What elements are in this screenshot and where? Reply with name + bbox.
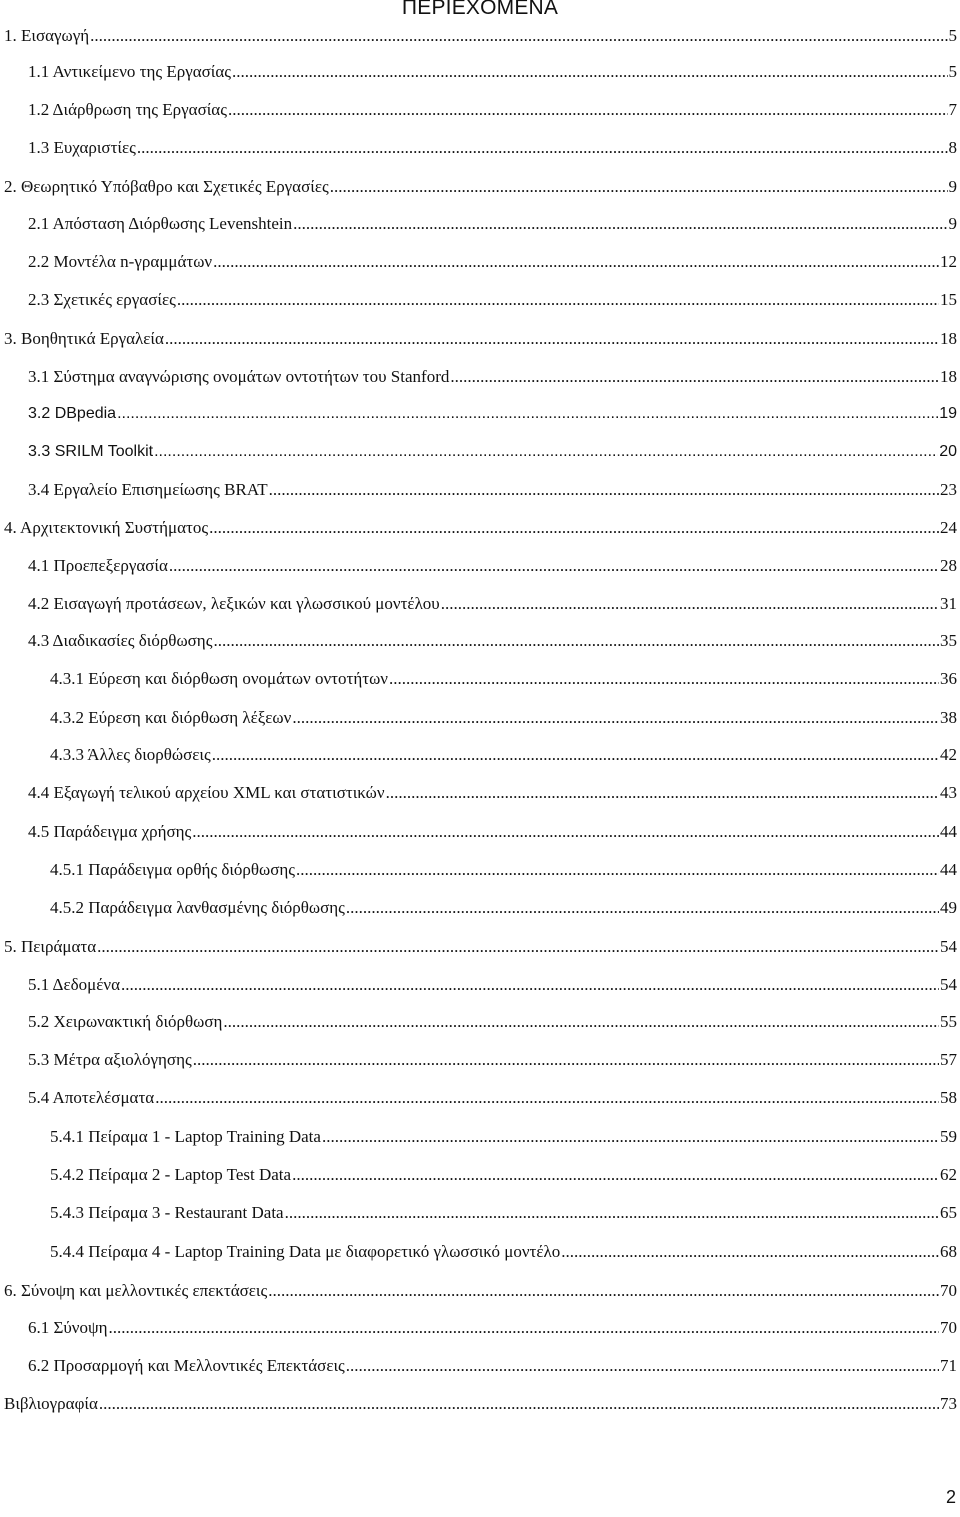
toc-leader-dots [209, 516, 939, 540]
toc-entry-page: 70 [940, 1281, 957, 1300]
toc-entry[interactable] [28, 60, 957, 84]
toc-entry-page: 43 [940, 783, 957, 802]
toc-entry-title: 5.4 Αποτελέσματα [28, 1088, 155, 1107]
toc-entry[interactable] [50, 1201, 957, 1225]
toc-leader-dots [232, 60, 947, 84]
toc-entry-title: 1.2 Διάρθρωση της Εργασίας [28, 100, 227, 119]
toc-entry[interactable] [28, 136, 957, 160]
toc-entry-page: 55 [940, 1012, 957, 1031]
toc-entry[interactable] [28, 820, 957, 844]
toc-entry[interactable] [28, 781, 957, 805]
toc-leader-dots [213, 629, 939, 653]
toc-entry-page: 68 [940, 1242, 957, 1261]
toc-entry-title: 4.5 Παράδειγμα χρήσης [28, 822, 192, 841]
toc-entry-page: 24 [940, 518, 957, 537]
toc-entry-page: 18 [940, 367, 957, 386]
toc-entry-page: 23 [940, 480, 957, 499]
toc-entry-title: 5.2 Χειρωνακτική διόρθωση [28, 1012, 223, 1031]
toc-entry[interactable] [28, 554, 957, 578]
toc-entry-page: 42 [940, 745, 957, 764]
toc-entry-title: Βιβλιογραφία [4, 1394, 98, 1413]
toc-entry-title: 4.3.2 Εύρεση και διόρθωση λέξεων [50, 708, 292, 727]
toc-entry-page: 8 [948, 138, 957, 157]
toc-entry-page: 7 [948, 100, 957, 119]
toc-entry-title: 4.3 Διαδικασίες διόρθωσης [28, 631, 213, 650]
toc-entry-title: 4.3.3 Άλλες διορθώσεις [50, 745, 211, 764]
toc-entry-page: 28 [940, 556, 957, 575]
toc-entry-page: 54 [940, 937, 957, 956]
toc-entry-title: 4.5.2 Παράδειγμα λανθασμένης διόρθωσης [50, 898, 345, 917]
toc-entry-title: 1.3 Ευχαριστίες [28, 138, 136, 157]
toc-entry-title: 5.3 Μέτρα αξιολόγησης [28, 1050, 192, 1069]
toc-entry-title: 3.3 SRILM Toolkit [28, 443, 154, 460]
toc-entry-page: 57 [940, 1050, 957, 1069]
toc-entry-page: 35 [940, 631, 957, 650]
toc-entry[interactable] [50, 706, 957, 730]
toc-entry[interactable] [28, 212, 957, 236]
toc-entry[interactable] [50, 1125, 957, 1149]
toc-entry-title: 4. Αρχιτεκτονική Συστήματος [4, 518, 209, 537]
toc-leader-dots [561, 1240, 939, 1264]
toc-entry-page: 44 [940, 822, 957, 841]
toc-entry[interactable] [50, 858, 957, 882]
toc-entry-title: 3.4 Εργαλείο Επισημείωσης BRAT [28, 480, 268, 499]
toc-entry[interactable] [50, 743, 957, 767]
toc-entry-page: 59 [940, 1127, 957, 1146]
toc-entry-page: 18 [940, 329, 957, 348]
toc-leader-dots [193, 1048, 939, 1072]
toc-entry[interactable] [50, 667, 957, 691]
toc-entry-title: 4.3.1 Εύρεση και διόρθωση ονομάτων οντοτήτων [50, 669, 388, 688]
toc-leader-dots [154, 440, 938, 464]
toc-entry[interactable] [28, 1354, 957, 1378]
toc-entry-page: 12 [940, 252, 957, 271]
toc-entry[interactable] [28, 1316, 957, 1340]
toc-entry-title: 3.1 Σύστημα αναγνώρισης ονομάτων οντοτήτων του Stanford [28, 367, 450, 386]
toc-leader-dots [212, 743, 939, 767]
toc-entry-title: 5.4.4 Πείραμα 4 - Laptop Training Data με διαφορετικό γλωσσικό μοντέλο [50, 1242, 561, 1261]
toc-entry-title: 5.1 Δεδομένα [28, 975, 120, 994]
toc-leader-dots [296, 858, 939, 882]
toc-entry-page: 70 [940, 1318, 957, 1337]
toc-entry-page: 36 [940, 669, 957, 688]
toc-leader-dots [97, 935, 939, 959]
toc-entry[interactable] [28, 98, 957, 122]
toc-entry-page: 19 [939, 405, 957, 422]
toc-entry[interactable] [28, 288, 957, 312]
toc-leader-dots [169, 554, 939, 578]
toc-entry[interactable] [28, 365, 957, 389]
toc-leader-dots [121, 973, 939, 997]
toc-entry[interactable] [28, 973, 957, 997]
toc-entry-title: 5.4.1 Πείραμα 1 - Laptop Training Data [50, 1127, 321, 1146]
toc-entry[interactable] [50, 1240, 957, 1264]
page-number: 2 [945, 1487, 956, 1507]
toc-entry[interactable] [28, 478, 957, 502]
toc-entry-page: 15 [940, 290, 957, 309]
toc-entry-title: 3.2 DBpedia [28, 405, 117, 422]
toc-leader-dots [389, 667, 939, 691]
toc-entry-title: 4.1 Προεπεξεργασία [28, 556, 168, 575]
toc-leader-dots [346, 1354, 939, 1378]
toc-entry[interactable] [28, 1010, 957, 1034]
toc-entry-page: 31 [940, 594, 957, 613]
toc-entry[interactable] [4, 1279, 957, 1303]
toc-entry-page: 38 [940, 708, 957, 727]
toc-leader-dots [292, 1163, 939, 1187]
toc-entry-title: 2.1 Απόσταση Διόρθωσης Levenshtein [28, 214, 293, 233]
toc-entry-title: 1.1 Αντικείμενο της Εργασίας [28, 62, 232, 81]
toc-entry[interactable] [28, 1048, 957, 1072]
toc-entry-title: 5.4.3 Πείραμα 3 - Restaurant Data [50, 1203, 284, 1222]
toc-entry[interactable] [28, 402, 957, 426]
toc-entry-page: 73 [940, 1394, 957, 1413]
toc-entry[interactable] [4, 935, 957, 959]
toc-leader-dots [117, 402, 938, 426]
toc-entry-title: 5. Πειράματα [4, 937, 97, 956]
page-title: ΠΕΡΙΕΧΟΜΕΝΑ [401, 0, 559, 19]
toc-leader-dots [165, 327, 939, 351]
toc-entry-title: 4.5.1 Παράδειγμα ορθής διόρθωσης [50, 860, 296, 879]
toc-leader-dots [346, 896, 939, 920]
toc-entry[interactable] [50, 896, 957, 920]
toc-entry[interactable] [28, 440, 957, 464]
toc-leader-dots [285, 1201, 939, 1225]
toc-entry-title: 2.3 Σχετικές εργασίες [28, 290, 176, 309]
toc-entry-title: 3. Βοηθητικά Εργαλεία [4, 329, 164, 348]
toc-leader-dots [213, 250, 939, 274]
toc-entry-title: 4.4 Εξαγωγή τελικού αρχείου XML και στατιστικών [28, 783, 385, 802]
toc-entry[interactable] [28, 592, 957, 616]
toc-entry-page: 49 [940, 898, 957, 917]
toc-entry-title: 2.2 Μοντέλα n-γραμμάτων [28, 252, 213, 271]
toc-entry-page: 58 [940, 1088, 957, 1107]
toc-leader-dots [322, 1125, 939, 1149]
toc-entry-page: 20 [939, 443, 957, 460]
toc-leader-dots [90, 24, 947, 48]
toc-entry[interactable] [4, 327, 957, 351]
toc-entry-page: 9 [948, 214, 957, 233]
toc-leader-dots [99, 1392, 939, 1416]
toc-entry-title: 1. Εισαγωγή [4, 26, 90, 45]
toc-entry[interactable] [28, 629, 957, 653]
toc-entry[interactable] [50, 1163, 957, 1187]
toc-entry-page: 62 [940, 1165, 957, 1184]
toc-entry-page: 44 [940, 860, 957, 879]
toc-leader-dots [386, 781, 939, 805]
toc-leader-dots [228, 98, 948, 122]
toc-entry-page: 65 [940, 1203, 957, 1222]
toc-entry[interactable] [28, 250, 957, 274]
toc-leader-dots [269, 478, 939, 502]
toc-entry-title: 5.4.2 Πείραμα 2 - Laptop Test Data [50, 1165, 292, 1184]
toc-entry-title: 6. Σύνοψη και μελλοντικές επεκτάσεις [4, 1281, 268, 1300]
toc-entry-page: 71 [940, 1356, 957, 1375]
toc-entry-title: 2. Θεωρητικό Υπόβαθρο και Σχετικές Εργασίες [4, 177, 329, 196]
toc-leader-dots [268, 1279, 939, 1303]
toc-leader-dots [155, 1086, 939, 1110]
toc-entry[interactable] [28, 1086, 957, 1110]
toc-leader-dots [177, 288, 939, 312]
toc-leader-dots [109, 1316, 939, 1340]
toc-entry[interactable] [4, 1392, 957, 1416]
toc-leader-dots [292, 706, 939, 730]
toc-leader-dots [441, 592, 939, 616]
toc-entry-title: 6.1 Σύνοψη [28, 1318, 108, 1337]
toc-entry[interactable] [4, 516, 957, 540]
toc-entry-title: 6.2 Προσαρμογή και Μελλοντικές Επεκτάσεις [28, 1356, 345, 1375]
toc-entry[interactable] [4, 24, 957, 48]
toc-leader-dots [192, 820, 939, 844]
toc-entry-title: 4.2 Εισαγωγή προτάσεων, λεξικών και γλωσσικού μοντέλου [28, 594, 440, 613]
toc-entry-page: 5 [948, 62, 957, 81]
toc-entry-page: 54 [940, 975, 957, 994]
toc-leader-dots [450, 365, 939, 389]
toc-entry[interactable] [4, 175, 957, 199]
toc-leader-dots [137, 136, 948, 160]
toc-entry-page: 5 [948, 26, 957, 45]
toc-leader-dots [293, 212, 947, 236]
toc-leader-dots [223, 1010, 939, 1034]
toc-entry-page: 9 [948, 177, 957, 196]
toc-leader-dots [330, 175, 948, 199]
